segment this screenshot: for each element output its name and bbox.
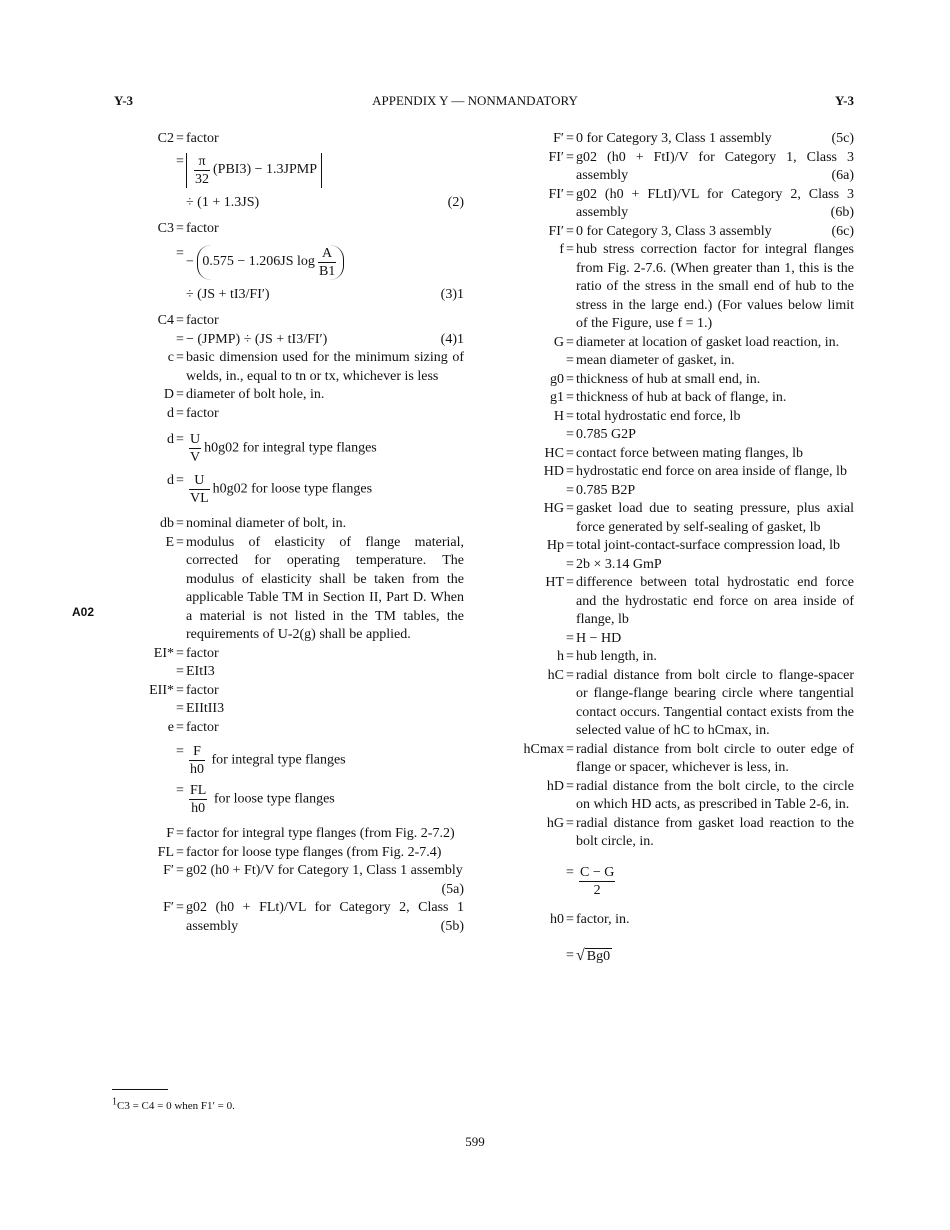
symbol: hD <box>546 778 564 794</box>
symbol: hG <box>546 815 564 831</box>
e-loose: = $\frac{FL}{h0}$ for loose type flanges <box>176 783 335 816</box>
definition: difference between total hydrostatic end force and the hydrostatic end force on area inside of flange, lb <box>576 575 854 627</box>
h-expr: 0.785 G2P <box>576 427 636 442</box>
definition: g02 (h0 + FLt)/VL for Category 2, Class 1 assembly <box>186 900 464 934</box>
header-left-section: Y-3 <box>114 93 134 108</box>
equation-number: (2) <box>447 194 464 210</box>
equation-number: (4)1 <box>440 331 464 347</box>
def-c3: C3 = factor <box>112 220 464 239</box>
definition: basic dimension used for the minimum sizing of welds, in., equal to tn or tx, whichever is less <box>186 350 464 384</box>
def-h: h = hub length, in. <box>510 648 854 667</box>
d-loose: d = $\frac{U}{VL}$ h0g02 for loose type flanges <box>112 472 464 507</box>
symbol: F′ <box>163 863 174 878</box>
definition: factor for integral type flanges (from Fig. 2-7.2) <box>186 826 455 841</box>
symbol: G <box>553 334 564 350</box>
symbol: d <box>167 405 174 421</box>
def-g0: g0 = thickness of hub at small end, in. <box>510 371 854 390</box>
def-hD: hD = radial distance from the bolt circle, to the circle on which HD acts, as prescribed in Table 2-6, in. <box>510 778 854 815</box>
def-FI-6b: FI′ = g02 (h0 + FLtI)/VL for Category 2, Class 3 assembly (6b) <box>510 186 854 223</box>
def-g1: g1 = thickness of hub at back of flange, in. <box>510 389 854 408</box>
def-hC: hC = radial distance from bolt circle to flange-spacer or flange-flange bearing circle where tangential contact occurs. Tangential contact exists from the selected value of hC to hCmax, in. <box>510 667 854 741</box>
e-integral-text: for integral type flanges <box>211 752 346 768</box>
definition: radial distance from the bolt circle, to the circle on which HD acts, as prescribed in Table 2-6, in. <box>576 778 854 812</box>
def-D: D = diameter of bolt hole, in. <box>112 386 464 405</box>
symbol: E <box>165 534 174 550</box>
def-HT: HT = difference between total hydrostatic end force and the hydrostatic end force on area inside of flange, lb <box>510 574 854 630</box>
symbol: hCmax <box>523 741 564 757</box>
symbol: C4 <box>157 313 174 328</box>
def-hG: hG = radial distance from gasket load reaction to the bolt circle, in. <box>510 815 854 852</box>
symbol: FI′ <box>548 149 564 165</box>
c3-expression-b <box>112 286 464 305</box>
two-denominator: 2 <box>593 882 601 898</box>
hg-term: h0g02 <box>204 440 240 456</box>
def-FI-6a: FI′ = g02 (h0 + FtI)/V for Category 1, Class 3 assembly (6a) <box>510 149 854 186</box>
symbol: F′ <box>163 900 174 915</box>
definition: g02 (h0 + Ft)/V for Category 1, Class 1 assembly <box>186 863 463 878</box>
c2-expr-a: (PBI3) − 1.3JPMP <box>213 161 317 177</box>
symbol: HC <box>544 445 564 461</box>
EII-expression: = EIItII3 <box>112 700 464 719</box>
HD-expression: = 0.785 B2P <box>510 482 854 501</box>
definition: hub length, in. <box>576 649 657 664</box>
equation-number: (6a) <box>831 168 854 183</box>
fl-numerator: FL <box>190 783 207 798</box>
HT-expression: = H − HD <box>510 630 854 649</box>
H-expression: = 0.785 G2P <box>510 426 854 445</box>
def-c4: C4 = factor <box>112 312 464 331</box>
definition: contact force between mating flanges, lb <box>576 445 804 461</box>
footnote <box>112 1097 235 1116</box>
symbol: F′ <box>553 131 564 146</box>
c2-expression-b <box>112 194 464 213</box>
symbol: HT <box>545 575 564 590</box>
symbol: c <box>167 350 174 365</box>
c4-expression: = − (JPMP) ÷ (JS + tI3/FI′) (4)1 <box>112 331 464 350</box>
def-c: c = basic dimension used for the minimum sizing of welds, in., equal to tn or tx, whichever is less <box>112 349 464 386</box>
symbol: d <box>167 432 174 447</box>
symbol: F <box>166 826 174 841</box>
definition: factor <box>186 131 219 146</box>
header-right-section: Y-3 <box>834 93 854 108</box>
footnote-marker: 1 <box>112 1096 117 1108</box>
c3-expr-b: ÷ (JS + tI3/FI′) <box>186 286 270 302</box>
h0-denominator: h0 <box>190 762 204 777</box>
def-db: db = nominal diameter of bolt, in. <box>112 515 464 534</box>
pi-numerator: π <box>194 153 210 171</box>
hg-term: h0g02 <box>212 481 248 497</box>
def-Hp: Hp = total joint-contact-surface compression load, lb <box>510 537 854 556</box>
definition: diameter of bolt hole, in. <box>186 387 325 402</box>
c3-expr-a: 0.575 − 1.206JS log <box>202 253 315 269</box>
definition: hydrostatic end force on area inside of flange, lb <box>576 464 847 479</box>
hG-expression: = $\frac{C - G}{2}$ <box>566 864 615 898</box>
symbol: Hp <box>546 538 564 553</box>
header-title: APPENDIX Y — NONMANDATORY <box>372 93 578 108</box>
def-c2: C2 = factor <box>112 130 464 149</box>
definition: total hydrostatic end force, lb <box>576 408 741 424</box>
def-EI: EI* = factor <box>112 645 464 664</box>
definition: factor <box>186 313 219 328</box>
d-loose-text: for loose type flanges <box>251 481 373 497</box>
symbol: EII* <box>149 682 174 698</box>
definition: 0 for Category 3, Class 1 assembly <box>576 131 772 146</box>
definition: factor, in. <box>576 911 630 927</box>
def-Fp-5c: F′ = 0 for Category 3, Class 1 assembly (5c) <box>510 130 854 149</box>
equation-number: (5c) <box>831 131 854 146</box>
definition: diameter at location of gasket load reaction, in. <box>576 334 840 350</box>
equation-number: (5a) <box>441 881 464 897</box>
def-h0: h0 = factor, in. <box>510 911 854 930</box>
h0-denominator: h0 <box>191 801 206 816</box>
e-loose-text: for loose type flanges <box>213 791 335 807</box>
symbol: g0 <box>550 371 564 387</box>
definition: thickness of hub at back of flange, in. <box>576 390 787 405</box>
equation-number: (6b) <box>830 205 854 220</box>
equation-number: (3)1 <box>440 286 464 302</box>
ht-expr: H − HD <box>576 630 622 646</box>
revision-margin-mark: A02 <box>72 605 95 619</box>
def-HC: HC = contact force between mating flanges, lb <box>510 445 854 464</box>
definition: gasket load due to seating pressure, plus axial force generated by self-sealing of gasket, lb <box>576 501 854 535</box>
v-denominator: V <box>190 450 201 465</box>
definition: total joint-contact-surface compression load, lb <box>576 538 840 553</box>
f-numerator: F <box>189 743 205 761</box>
def-hCmax: hCmax = radial distance from bolt circle to outer edge of flange or spacer, whichever is less, in. <box>510 741 854 778</box>
hp-expr: 2b × 3.14 GmP <box>576 556 662 572</box>
def-FL: FL = factor for loose type flanges (from Fig. 2-7.4) <box>112 844 464 863</box>
sqrt-sign: √ <box>576 947 585 964</box>
symbol: f <box>559 242 564 257</box>
definition: factor <box>186 645 219 661</box>
definition: thickness of hub at small end, in. <box>576 371 761 387</box>
def-G: G = diameter at location of gasket load reaction, in. <box>510 334 854 353</box>
hd-expr: 0.785 B2P <box>576 482 636 498</box>
def-HD: HD = hydrostatic end force on area inside of flange, lb <box>510 463 854 482</box>
def-H: H = total hydrostatic end force, lb <box>510 408 854 427</box>
definition: radial distance from gasket load reaction to the bolt circle, in. <box>576 815 854 849</box>
def-FI-6c: FI′ = 0 for Category 3, Class 3 assembly (6c) <box>510 223 854 242</box>
equation-number: (6c) <box>831 223 854 239</box>
c2-expr-b: ÷ (1 + 1.3JS) <box>186 194 260 210</box>
symbol: h <box>557 649 564 664</box>
definition: factor <box>186 221 219 236</box>
symbol: EI* <box>153 645 174 661</box>
def-e: e = factor <box>112 719 464 738</box>
c4-expr: − (JPMP) ÷ (JS + tI3/FI′) <box>186 331 328 347</box>
ei-expr: EItI3 <box>186 664 215 679</box>
def-d: d = factor <box>112 405 464 424</box>
definition: mean diameter of gasket, in. <box>576 353 735 368</box>
d-integral: d = $\frac{U}{V}$ h0g02 for integral type flanges <box>112 431 464 466</box>
symbol: D <box>163 387 174 402</box>
def-Fp-5a: F′ = g02 (h0 + Ft)/V for Category 1, Class 1 assembly (5a) <box>112 862 464 899</box>
def-f: f = hub stress correction factor for integral flanges from Fig. 2-7.6. (When greater than 1, this is the ratio of the stress in the small end of hub to the stress in the large end.) (For values below limit of the Figure, use f = 1.) <box>510 241 854 334</box>
u-numerator: U <box>190 432 201 447</box>
definition: g02 (h0 + FtI)/V for Category 1, Class 3 assembly <box>576 149 854 183</box>
symbol: H <box>553 408 564 424</box>
symbol: FI′ <box>548 186 564 202</box>
definition: factor <box>186 719 219 735</box>
footnote-text: C3 = C4 = 0 when F1′ = 0. <box>117 1100 235 1112</box>
def-Fp-5b: F′ = g02 (h0 + FLt)/VL for Category 2, Class 1 assembly (5b) <box>112 899 464 936</box>
def-E: E = modulus of elasticity of flange material, corrected for operating temperature. The modulus of elasticity shall be taken from the applicable Table TM in Section II, Part D. When a material is not listed in the TM tables, the requirements of U-2(g) shall be applied. <box>112 534 464 645</box>
right-column <box>510 130 854 967</box>
def-HG: HG = gasket load due to seating pressure, plus axial force generated by self-sealing of gasket, lb <box>510 500 854 537</box>
footnote-rule <box>112 1089 168 1090</box>
eii-expr: EIItII3 <box>186 701 225 716</box>
c2-expression: = $\frac{\pi}{32}$ (PBI3) − 1.3JPMP <box>112 153 464 188</box>
page-number: 599 <box>465 1134 485 1149</box>
definition: 0 for Category 3, Class 3 assembly <box>576 223 772 239</box>
e-integral: = $\frac{F}{h0}$ for integral type flanges <box>176 744 346 777</box>
symbol: HD <box>543 464 564 479</box>
a-numerator: A <box>318 245 336 263</box>
symbol: FL <box>157 844 174 860</box>
def-EII: EII* = factor <box>112 682 464 701</box>
definition: modulus of elasticity of flange material, corrected for operating temperature. The modulus of elasticity shall be taken from the applicable Table TM in Section II, Part D. When a material is not listed in the TM tables, the requirements of U-2(g) shall be applied. <box>186 534 464 642</box>
symbol: e <box>167 719 174 735</box>
EI-expression: = EItI3 <box>112 663 464 682</box>
h0-expression: = √ Bg0 <box>566 947 611 964</box>
symbol: C3 <box>157 221 174 236</box>
cg-numerator: C − G <box>580 864 615 880</box>
equation-number: (5b) <box>440 918 464 934</box>
definition: radial distance from bolt circle to flange-spacer or flange-flange bearing circle where tangential contact occurs. Tangential contact exists from the selected value of hC to hCmax, in. <box>576 667 854 738</box>
symbol: C2 <box>157 131 174 146</box>
b1-denominator: B1 <box>318 263 336 279</box>
Hp-expression: = 2b × 3.14 GmP <box>510 556 854 575</box>
d-integral-text: for integral type flanges <box>242 440 377 456</box>
definition: radial distance from bolt circle to outer edge of flange or spacer, whichever is less, in. <box>576 741 854 775</box>
definition: factor for loose type flanges (from Fig. 2-7.4) <box>186 844 442 860</box>
definition: factor <box>186 682 219 698</box>
left-column <box>112 130 464 936</box>
symbol: d <box>167 473 174 488</box>
symbol: hC <box>547 667 564 683</box>
definition: nominal diameter of bolt, in. <box>186 516 347 531</box>
def-F: F = factor for integral type flanges (from Fig. 2-7.2) <box>112 825 464 844</box>
definition: g02 (h0 + FLtI)/VL for Category 2, Class 3 assembly <box>576 186 854 220</box>
vl-denominator: VL <box>190 491 209 506</box>
thirty-two-denominator: 32 <box>195 171 209 187</box>
symbol: g1 <box>550 390 564 405</box>
definition: factor <box>186 405 219 421</box>
symbol: HG <box>543 501 564 516</box>
definition: hub stress correction factor for integral flanges from Fig. 2-7.6. (When greater than 1, this is the ratio of the stress in the small end of hub to the stress in the large end.) (For values below limit of the Figure, use f = 1.) <box>576 242 854 331</box>
def-G-alt: = mean diameter of gasket, in. <box>510 352 854 371</box>
symbol: db <box>160 516 174 531</box>
c3-expression: = − 0.575 − 1.206JS log $\frac{A}{B1}$ <box>112 245 464 280</box>
u-numerator: U <box>189 472 210 490</box>
symbol: FI′ <box>548 223 564 239</box>
symbol: h0 <box>550 911 564 927</box>
sqrt-argument: Bg0 <box>586 949 611 964</box>
